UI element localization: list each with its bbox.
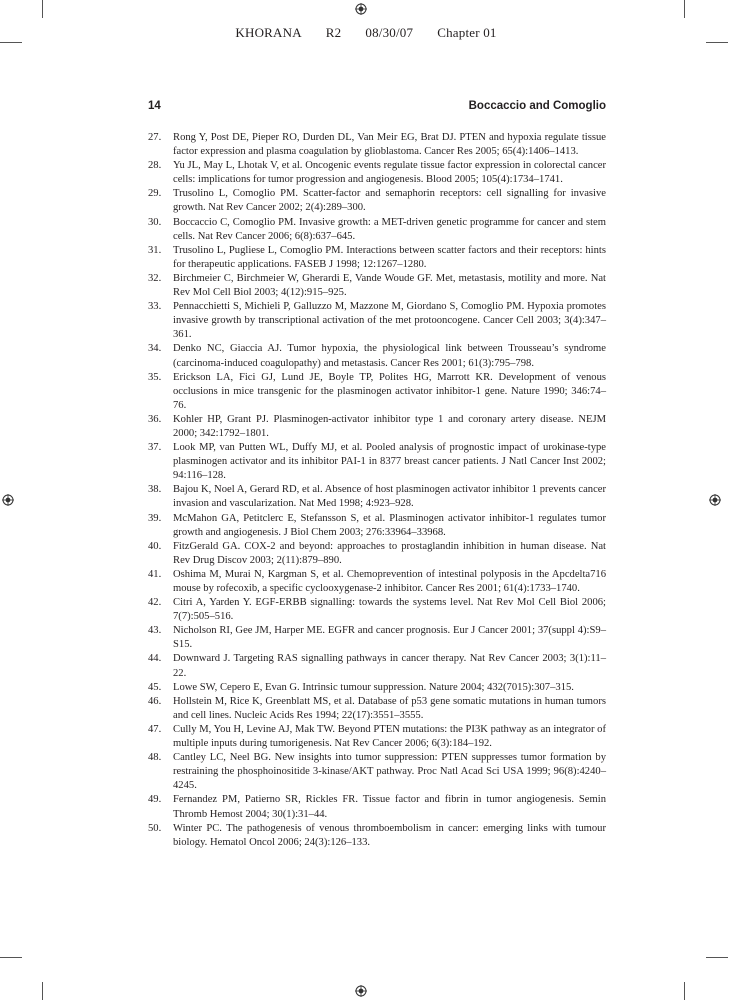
reference-number: 29.	[148, 188, 162, 200]
reference-item	[148, 187, 606, 215]
registration-mark-icon	[355, 985, 367, 997]
reference-text: Denko NC, Giaccia AJ. Tumor hypoxia, the physiological link between Trousseau’s syndrome (carcinoma-induced coagulopathy) and metastasis. Cancer Res 2001; 61(3):795–798.	[173, 343, 606, 369]
reference-text: Oshima M, Murai N, Kargman S, et al. Chemoprevention of intestinal polyposis in the Apcdelta716 mouse by rofecoxib, a specific cyclooxygenase-2 inhibitor. Cancer Res 2001; 61(4):1733–1740.	[173, 568, 606, 594]
reference-text: FitzGerald GA. COX-2 and beyond: approaches to prostaglandin inhibition in human disease. Nat Rev Drug Discov 2003; 2(11):879–890.	[173, 540, 606, 566]
crop-mark	[684, 0, 685, 18]
reference-item	[148, 483, 606, 511]
reference-number: 48.	[148, 752, 162, 764]
reference-item	[148, 216, 606, 244]
crop-mark	[42, 982, 43, 1000]
crop-mark	[706, 42, 728, 43]
reference-item	[148, 652, 606, 680]
reference-text: Erickson LA, Fici GJ, Lund JE, Boyle TP, Polites HG, Marrott KR. Development of venous occlusions in mice transgenic for the plasminogen activator inhibitor-1 gene. Nature 1990; 346:74–76.	[173, 371, 606, 411]
printer-slug	[0, 25, 732, 41]
reference-text: Look MP, van Putten WL, Duffy MJ, et al. Pooled analysis of prognostic impact of urokinase-type plasminogen activator and its inhibitor PAI-1 in 8377 breast cancer patients. J Natl Cancer Inst 2002; 94:116–128.	[173, 442, 606, 482]
reference-item	[148, 596, 606, 624]
reference-item	[148, 723, 606, 751]
reference-text: Birchmeier C, Birchmeier W, Gherardi E, Vande Woude GF. Met, metastasis, motility and more. Nat Rev Mol Cell Biol 2003; 4(12):915–925.	[173, 272, 606, 299]
reference-number: 31.	[148, 244, 162, 256]
slug-revision: R2	[325, 25, 342, 40]
reference-item	[148, 822, 606, 850]
reference-item	[148, 695, 606, 723]
reference-number: 28.	[148, 160, 162, 172]
reference-text: Fernandez PM, Patierno SR, Rickles FR. Tissue factor and fibrin in tumor angiogenesis. Semin Thromb Hemost 2004; 30(1):31–44.	[173, 794, 606, 820]
reference-number: 35.	[148, 371, 162, 383]
reference-text: Hollstein M, Rice K, Greenblatt MS, et al. Database of p53 gene somatic mutations in human tumors and cell lines. Nucleic Acids Res 1994; 22(17):3551–3555.	[173, 695, 606, 721]
crop-mark	[684, 982, 685, 1000]
reference-number: 32.	[148, 272, 162, 284]
reference-text: Winter PC. The pathogenesis of venous thromboembolism in cancer: emerging links with tumour biology. Hematol Oncol 2006; 24(3):126–133.	[173, 822, 606, 848]
slug-author: KHORANA	[235, 25, 302, 40]
reference-number: 49.	[148, 794, 162, 806]
reference-text: Yu JL, May L, Lhotak V, et al. Oncogenic events regulate tissue factor expression in colorectal cancer cells: implications for tumor progression and angiogenesis. Blood 2005; 105(4):1734–1741.	[173, 160, 606, 186]
registration-mark-icon	[709, 494, 721, 506]
reference-item	[148, 793, 606, 821]
reference-item	[148, 568, 606, 596]
slug-chapter: Chapter 01	[437, 25, 497, 40]
reference-text: Downward J. Targeting RAS signalling pathways in cancer therapy. Nat Rev Cancer 2003; 3(1):11–22.	[173, 653, 606, 679]
reference-number: 39.	[148, 512, 162, 524]
reference-text: Cully M, You H, Levine AJ, Mak TW. Beyond PTEN mutations: the PI3K pathway as an integrator of multiple inputs during tumorigenesis. Nat Rev Cancer 2006; 6(3):184–192.	[173, 723, 606, 750]
running-title: Boccaccio and Comoglio	[468, 100, 606, 112]
reference-number: 34.	[148, 343, 162, 355]
slug-date: 08/30/07	[365, 25, 414, 40]
reference-text: Trusolino L, Pugliese L, Comoglio PM. Interactions between scatter factors and their receptors: hints for therapeutic applications. FASEB J 1998; 12:1267–1280.	[173, 244, 606, 270]
reference-number: 36.	[148, 413, 162, 425]
reference-number: 41.	[148, 568, 162, 580]
reference-text: Nicholson RI, Gee JM, Harper ME. EGFR and cancer prognosis. Eur J Cancer 2001; 37(suppl 4):S9–S15.	[173, 625, 606, 651]
reference-number: 40.	[148, 540, 162, 552]
reference-number: 50.	[148, 822, 162, 834]
reference-list	[148, 131, 606, 850]
reference-item	[148, 131, 606, 159]
reference-text: Rong Y, Post DE, Pieper RO, Durden DL, Van Meir EG, Brat DJ. PTEN and hypoxia regulate tissue factor expression and plasma coagulation by glioblastoma. Cancer Res 2005; 65(4):1406–1413.	[173, 132, 606, 158]
reference-number: 44.	[148, 653, 162, 665]
reference-number: 30.	[148, 216, 162, 228]
reference-number: 47.	[148, 723, 162, 735]
reference-item	[148, 159, 606, 187]
reference-text: Pennacchietti S, Michieli P, Galluzzo M, Mazzone M, Giordano S, Comoglio PM. Hypoxia promotes invasive growth by transcriptional activation of the met protooncogene. Cancer Cell 2003; 3(4):347–361.	[173, 301, 606, 341]
reference-number: 27.	[148, 132, 162, 143]
reference-item	[148, 300, 606, 342]
reference-item	[148, 342, 606, 370]
reference-item	[148, 371, 606, 413]
reference-number: 45.	[148, 681, 162, 693]
page-number: 14	[148, 100, 161, 112]
running-head	[148, 100, 606, 116]
reference-text: Trusolino L, Comoglio PM. Scatter-factor and semaphorin receptors: cell signalling for invasive growth. Nat Rev Cancer 2002; 2(4):289–300.	[173, 188, 606, 214]
reference-item	[148, 540, 606, 568]
reference-text: Citri A, Yarden Y. EGF-ERBB signalling: towards the systems level. Nat Rev Mol Cell Biol 2006; 7(7):505–516.	[173, 597, 606, 623]
reference-number: 46.	[148, 695, 162, 707]
registration-mark-icon	[2, 494, 14, 506]
reference-number: 42.	[148, 597, 162, 609]
reference-number: 37.	[148, 442, 162, 454]
reference-item	[148, 512, 606, 540]
reference-item	[148, 413, 606, 441]
reference-number: 38.	[148, 484, 162, 496]
reference-item	[148, 681, 606, 695]
crop-mark	[42, 0, 43, 18]
reference-number: 43.	[148, 625, 162, 637]
crop-mark	[706, 957, 728, 958]
reference-text: Lowe SW, Cepero E, Evan G. Intrinsic tumour suppression. Nature 2004; 432(7015):307–315.	[173, 681, 574, 693]
reference-number: 33.	[148, 301, 162, 313]
reference-text: Boccaccio C, Comoglio PM. Invasive growth: a MET-driven genetic programme for cancer and stem cells. Nat Rev Cancer 2006; 6(8):637–645.	[173, 216, 606, 242]
reference-item	[148, 244, 606, 272]
reference-text: Kohler HP, Grant PJ. Plasminogen-activator inhibitor type 1 and coronary artery disease. NEJM 2000; 342:1792–1801.	[173, 413, 606, 439]
registration-mark-icon	[355, 3, 367, 15]
reference-text: Cantley LC, Neel BG. New insights into tumor suppression: PTEN suppresses tumor formation by restraining the phosphoinositide 3-kinase/AKT pathway. Proc Natl Acad Sci USA 1999; 96(8):4240–4245.	[173, 752, 606, 792]
reference-item	[148, 624, 606, 652]
reference-item	[148, 272, 606, 300]
reference-item	[148, 751, 606, 793]
reference-item	[148, 441, 606, 483]
crop-mark	[0, 957, 22, 958]
reference-text: McMahon GA, Petitclerc E, Stefansson S, et al. Plasminogen activator inhibitor-1 regulates tumor growth and angiogenesis. J Biol Chem 2003; 276:33964–33968.	[173, 512, 606, 538]
reference-text: Bajou K, Noel A, Gerard RD, et al. Absence of host plasminogen activator inhibitor 1 prevents cancer invasion and vascularization. Nat Med 1998; 4:923–928.	[173, 484, 606, 510]
crop-mark	[0, 42, 22, 43]
